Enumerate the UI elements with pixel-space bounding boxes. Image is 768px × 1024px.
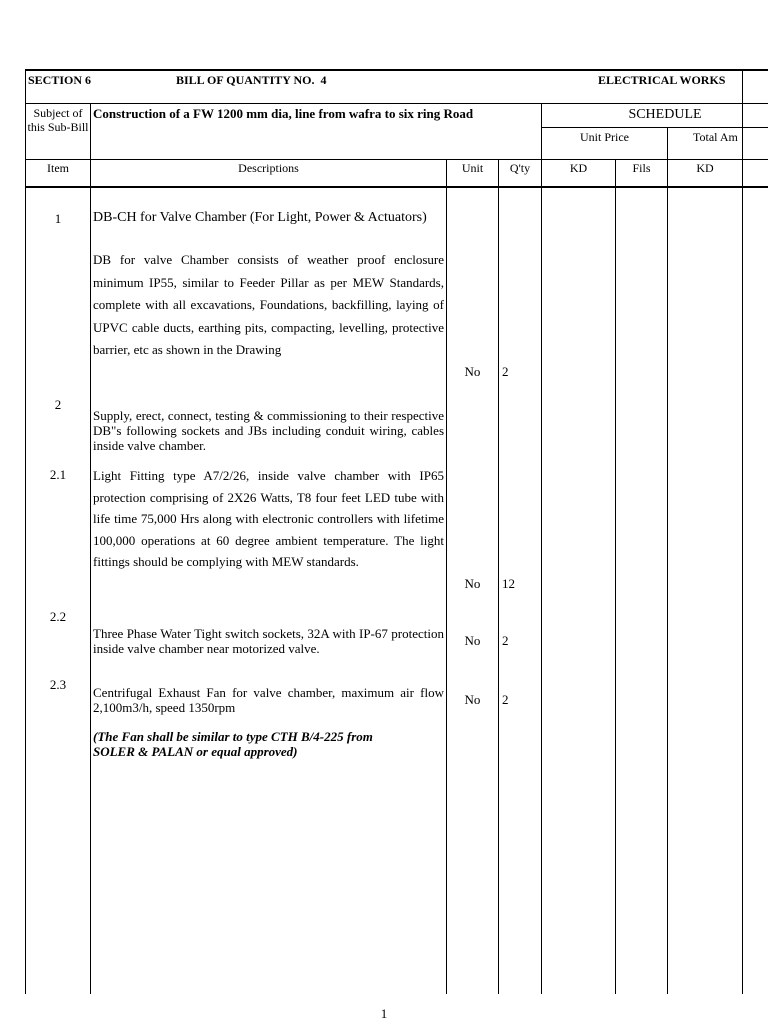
kd-column-divider: [615, 160, 616, 994]
column-header-bottom: [25, 186, 768, 188]
item-description: Supply, erect, connect, testing & commissioning to their respective DB"s following sockets and JBs including conduit wiring, cables inside valve chamber.: [93, 408, 444, 453]
col-total-kd: KD: [696, 161, 714, 175]
item-unit: No: [464, 576, 481, 591]
unit-price-divider: [667, 128, 668, 994]
item-qty: 12: [502, 576, 515, 591]
page-number: 1: [380, 1006, 388, 1021]
item-qty: 2: [502, 692, 509, 707]
subject-title: Construction of a FW 1200 mm dia, line from wafra to six ring Road: [93, 106, 474, 121]
qty-column-divider: [541, 104, 542, 994]
item-qty: 2: [502, 364, 509, 379]
right-border: [742, 70, 743, 994]
column-header-top: [25, 159, 768, 160]
table-top-border: [25, 69, 768, 71]
item-number: 2: [54, 397, 62, 412]
item-description: Three Phase Water Tight switch sockets, 32A with IP-67 protection inside valve chamber near motorized valve.: [93, 626, 444, 656]
item-number: 2.1: [49, 467, 67, 482]
col-descriptions: Descriptions: [238, 161, 299, 175]
schedule-divider: [541, 127, 768, 128]
item-number: 1: [54, 211, 62, 226]
item-number: 2.2: [49, 609, 67, 624]
item-unit: No: [464, 364, 481, 379]
unit-price-heading: Unit Price: [580, 130, 629, 144]
col-item: Item: [47, 161, 69, 175]
col-kd: KD: [569, 161, 588, 175]
section-label: SECTION 6: [28, 73, 92, 87]
item-unit: No: [464, 633, 481, 648]
works-title: ELECTRICAL WORKS: [598, 73, 726, 87]
boq-number: BILL OF QUANTITY NO. 4: [176, 73, 327, 87]
item-description: Centrifugal Exhaust Fan for valve chamber, maximum air flow 2,100m3/h, speed 1350rpm: [93, 685, 444, 715]
item-note: (The Fan shall be similar to type CTH B/4-225 from SOLER & PALAN or equal approved): [93, 729, 373, 759]
total-amount-heading: Total Am: [693, 130, 738, 144]
unit-column-divider: [498, 160, 499, 994]
item-description: Light Fitting type A7/2/26, inside valve chamber with IP65 protection comprising of 2X26 Watts, T8 four feet LED tube with life time 75,000 Hrs along with electronic controllers with lifetime 100,000 operations at 60 degree ambient temperature. The light fittings should be complying with MEW standards.: [93, 468, 444, 570]
item-qty: 2: [502, 633, 509, 648]
item-column-divider: [90, 104, 91, 994]
schedule-heading: SCHEDULE: [628, 107, 702, 122]
header-divider: [25, 103, 768, 104]
left-border: [25, 70, 26, 994]
col-fils: Fils: [632, 161, 651, 175]
item-unit: No: [464, 692, 481, 707]
col-unit: Unit: [461, 161, 484, 175]
subject-label: Subject of this Sub-Bill: [27, 106, 89, 134]
item-description: DB for valve Chamber consists of weather proof enclosure minimum IP55, similar to Feeder Pillar as per MEW Standards, complete with all excavations, Foundations, backfilling, laying of UPVC cable ducts, earthing pits, compacting, levelling, protective barrier, etc as shown in the Drawing: [93, 252, 444, 358]
col-qty: Q'ty: [509, 161, 531, 175]
item-number: 2.3: [49, 677, 67, 692]
item-heading: DB-CH for Valve Chamber (For Light, Power & Actuators): [93, 210, 427, 225]
